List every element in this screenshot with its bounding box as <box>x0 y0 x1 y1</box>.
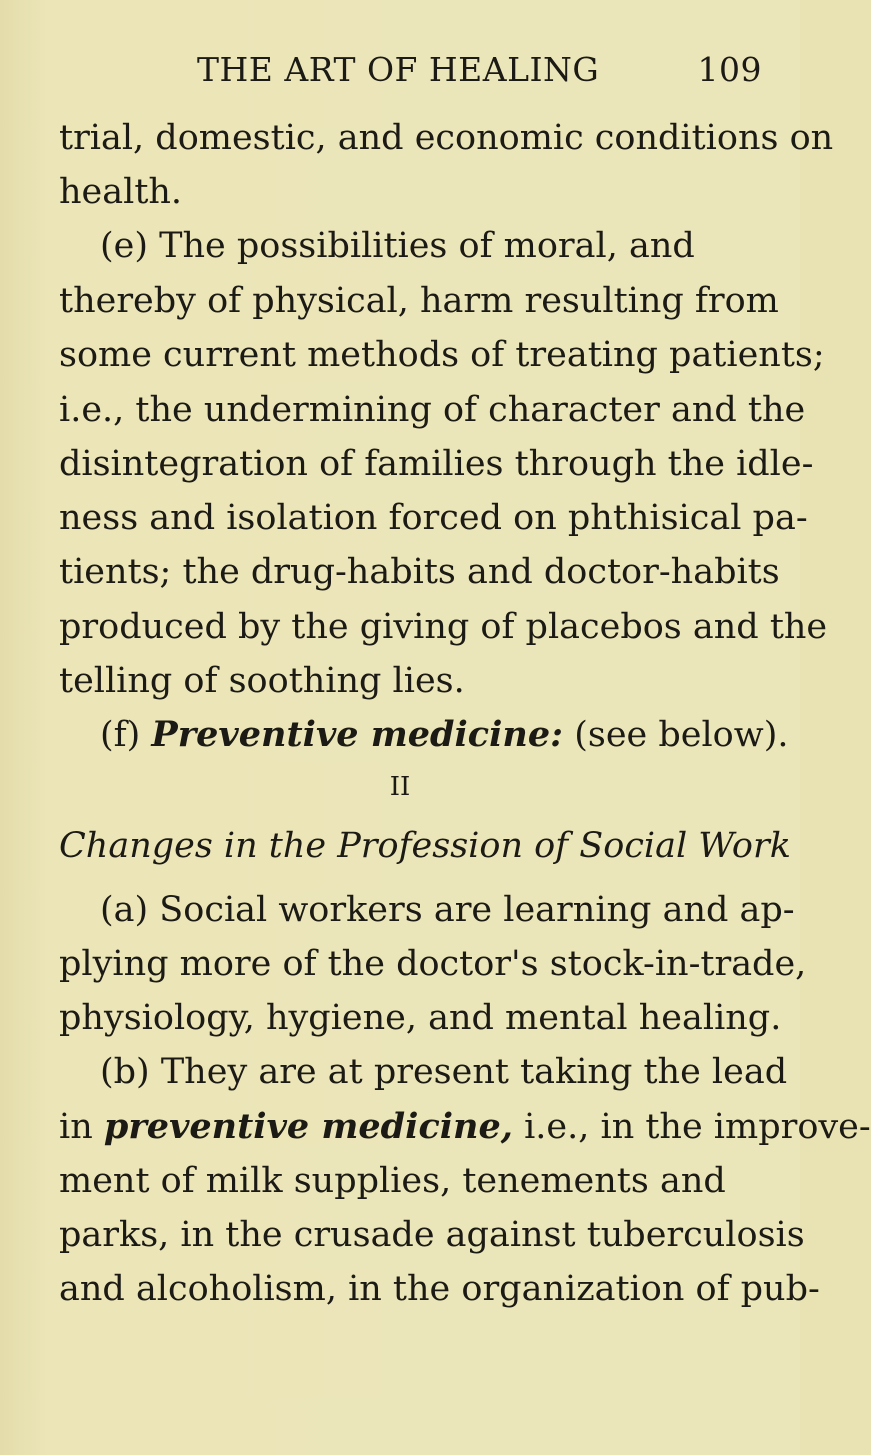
section-title: Changes in the Profession of Social Work <box>59 826 791 866</box>
text-line: ness and isolation forced on phthisical pa- <box>59 498 808 538</box>
text-line <box>59 1097 871 1157</box>
item-label: (f) <box>100 715 141 755</box>
text-line: disintegration of families through the idle- <box>59 444 814 484</box>
text-line: ment of milk supplies, tenements and <box>59 1161 726 1201</box>
text-line <box>100 705 789 765</box>
text-line: and alcoholism, in the organization of pub- <box>59 1269 820 1309</box>
text-line: trial, domestic, and economic conditions on <box>59 118 834 158</box>
cross-reference: (see below). <box>574 715 789 755</box>
text-line: tients; the drug-habits and doctor-habits <box>59 552 780 592</box>
italic-term: preventive medicine, <box>103 1106 513 1147</box>
text-line: (b) They are at present taking the lead <box>100 1052 788 1092</box>
text-line: parks, in the crusade against tuberculosis <box>59 1215 805 1255</box>
running-header <box>197 40 762 100</box>
italic-term: Preventive medicine: <box>151 714 564 755</box>
text-line: (a) Social workers are learning and ap- <box>100 890 795 930</box>
page-number: 109 <box>697 50 762 89</box>
running-title: THE ART OF HEALING <box>197 50 600 89</box>
text-line: thereby of physical, harm resulting from <box>59 281 779 321</box>
text-fragment: i.e., in the improve- <box>524 1107 871 1147</box>
section-number: II <box>389 772 411 802</box>
text-line: (e) The possibilities of moral, and <box>100 226 695 266</box>
text-line: produced by the giving of placebos and the <box>59 607 828 647</box>
text-line: telling of soothing lies. <box>59 661 465 701</box>
text-line: physiology, hygiene, and mental healing. <box>59 998 782 1038</box>
text-line: plying more of the doctor's stock-in-trade, <box>59 944 807 984</box>
text-line: i.e., the undermining of character and the <box>59 390 806 430</box>
text-line: health. <box>59 172 183 212</box>
text-fragment: in <box>59 1107 93 1147</box>
text-line: some current methods of treating patients; <box>59 335 825 375</box>
